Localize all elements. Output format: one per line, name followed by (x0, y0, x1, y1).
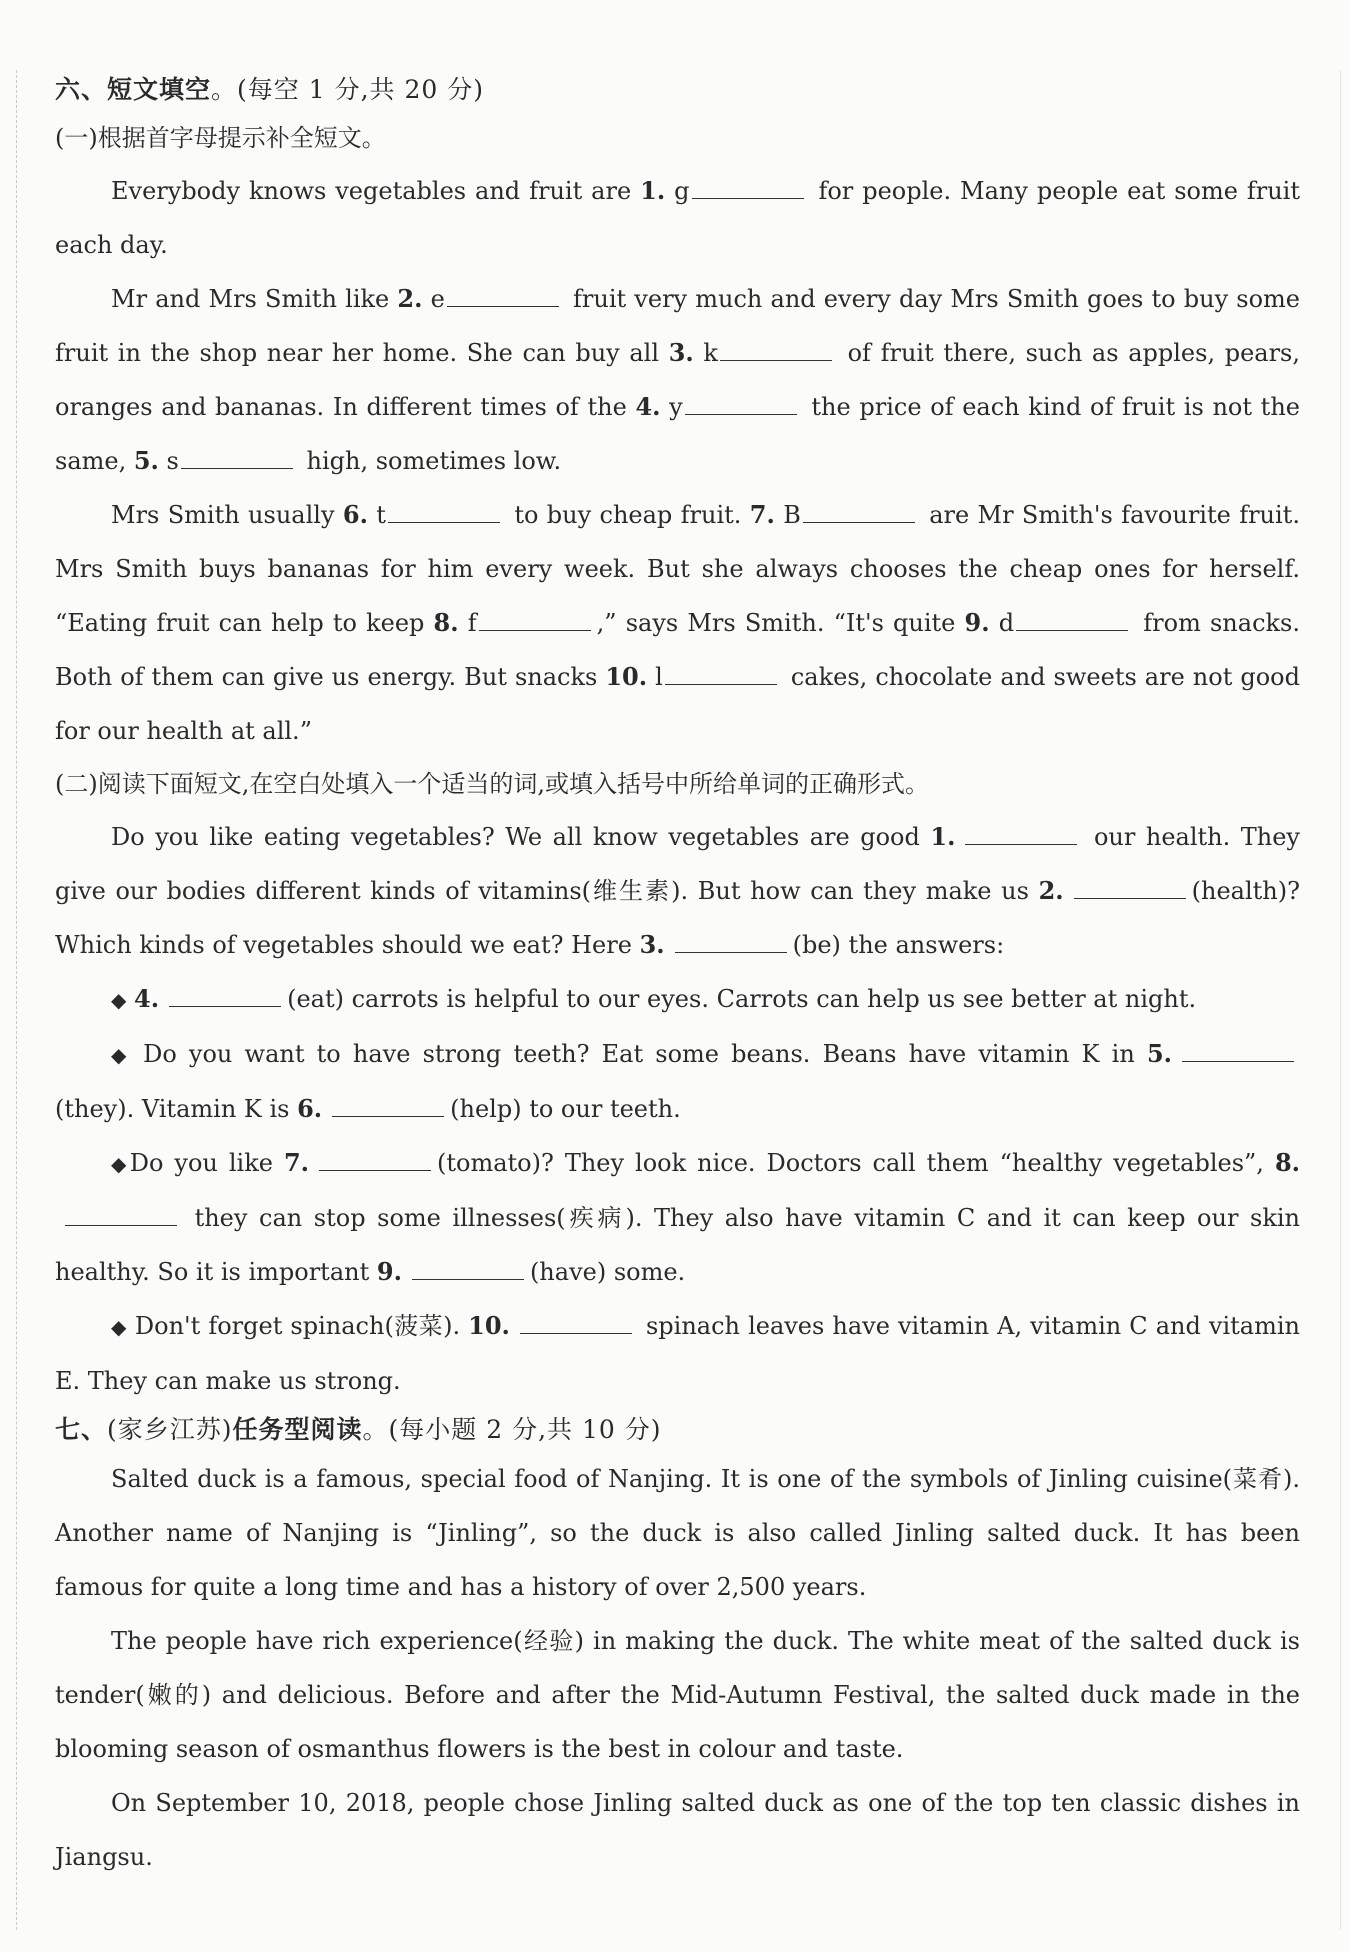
text: (have) some. (529, 1258, 686, 1286)
text: spinach leaves have vitamin A, vitamin C and vitamin E. They can make us strong. (55, 1312, 1300, 1395)
initial-letter: l (655, 663, 663, 691)
answer-blank-4[interactable] (685, 392, 797, 415)
section-7-paragraph-1: Salted duck is a famous, special food of Nanjing. It is one of the symbols of Jinling cuisine(菜肴). Another name of Nanjing is “Jinling”, so the duck is also called Jinling salted duck. It has been famous for quite a long time and has a history of over 2,500 years. (55, 1465, 1300, 1601)
text: (tomato)? They look nice. Doctors call them “healthy vegetables”, (437, 1149, 1264, 1177)
initial-letter: f (467, 609, 477, 637)
blank-number: 8. (433, 608, 459, 637)
answer-blank-3[interactable] (720, 338, 832, 361)
blank-number: 9. (376, 1257, 402, 1286)
blank-number: 1. (640, 176, 666, 205)
blank-number: 3. (639, 930, 665, 959)
answer-blank-5[interactable] (181, 446, 293, 469)
blank-number: 1. (930, 822, 956, 851)
blank-number: 10. (605, 662, 648, 691)
blank-number: 8. (1274, 1148, 1300, 1177)
answer-blank-1[interactable] (692, 176, 804, 199)
answer-blank-b10[interactable] (520, 1311, 632, 1334)
part-b-paragraph-1 (55, 810, 1300, 972)
part-a-paragraph-2 (55, 272, 1300, 488)
blank-number: 2. (397, 284, 423, 313)
section-6-score: 。(每空 1 分,共 20 分) (211, 75, 484, 104)
blank-number: 5. (1146, 1039, 1172, 1068)
initial-letter: y (669, 393, 683, 421)
section-6-title (55, 68, 1300, 112)
blank-number: 7. (283, 1148, 309, 1177)
section-7-paragraph-3: On September 10, 2018, people chose Jinling salted duck as one of the top ten classic dishes in Jiangsu. (55, 1789, 1300, 1871)
text: to buy cheap fruit. (514, 501, 750, 529)
section-7-title-text: 任务型阅读 (232, 1415, 363, 1444)
diamond-bullet-icon: ◆ (111, 1315, 127, 1339)
answer-blank-b3[interactable] (675, 930, 787, 953)
answer-blank-b8[interactable] (65, 1203, 177, 1226)
part-b-heading: (二)阅读下面短文,在空白处填入一个适当的词,或填入括号中所给单词的正确形式。 (55, 770, 929, 798)
bullet-item-tomatoes (55, 1136, 1300, 1299)
answer-blank-b9[interactable] (412, 1257, 524, 1280)
section-7-title (55, 1408, 1300, 1452)
diamond-bullet-icon: ◆ (111, 1043, 131, 1067)
page-edge-line (1340, 70, 1342, 1930)
blank-number: 6. (342, 500, 368, 529)
answer-blank-9[interactable] (1016, 608, 1128, 631)
answer-blank-2[interactable] (447, 284, 559, 307)
bullet-item-spinach (55, 1299, 1300, 1408)
blank-number: 3. (668, 338, 694, 367)
blank-number: 5. (133, 446, 159, 475)
binding-margin-line (16, 70, 18, 1930)
text: (health)? Which kinds of vegetables should we eat? Here (55, 877, 1300, 959)
answer-blank-b7[interactable] (319, 1148, 431, 1171)
text: fruit very much and every day Mrs Smith goes to buy some fruit in the shop near her home. She can buy all (55, 285, 1301, 367)
text: ,” says Mrs Smith. “It's quite (596, 609, 965, 637)
text: Mr and Mrs Smith like (111, 285, 398, 313)
bullet-item-beans (55, 1027, 1300, 1136)
section-6-title-text: 六、短文填空 (55, 75, 212, 104)
text: Don't forget spinach(菠菜). (134, 1312, 469, 1340)
text: from snacks. Both of them can give us energy. But snacks (55, 609, 1300, 691)
initial-letter: g (674, 177, 690, 205)
text: for people. Many people eat some fruit each day. (55, 177, 1301, 259)
answer-blank-b2[interactable] (1074, 876, 1186, 899)
text: Everybody knows vegetables and fruit are (111, 177, 641, 205)
section-7-paragraph-2: The people have rich experience(经验) in making the duck. The white meat of the salted duck is tender(嫩的) and delicious. Before and after the Mid-Autumn Festival, the salted duck made in the blooming season of osmanthus flowers is the best in colour and taste. (55, 1627, 1300, 1763)
initial-letter: t (376, 501, 386, 529)
text: the price of each kind of fruit is not the same, (55, 393, 1300, 475)
bullet-item-carrots (55, 972, 1300, 1027)
answer-blank-b4[interactable] (169, 984, 281, 1007)
blank-number: 7. (749, 500, 775, 529)
blank-number: 4. (635, 392, 661, 421)
text: are Mr Smith's favourite fruit. Mrs Smith buys bananas for him every week. But she always chooses the cheap ones for herself. “Eating fruit can help to keep (55, 501, 1300, 637)
blank-number: 10. (468, 1311, 510, 1340)
initial-letter: d (998, 609, 1015, 637)
text: (be) the answers: (792, 931, 1005, 959)
text: (eat) carrots is helpful to our eyes. Carrots can help us see better at night. (287, 985, 1197, 1013)
text: Do you like (129, 1149, 284, 1177)
part-a-paragraph-3 (55, 488, 1300, 758)
initial-letter: B (783, 501, 801, 529)
initial-letter: s (166, 447, 179, 475)
part-a-heading: (一)根据首字母提示补全短文。 (55, 124, 386, 152)
answer-blank-b5[interactable] (1182, 1039, 1294, 1062)
answer-blank-8[interactable] (479, 608, 591, 631)
answer-blank-7[interactable] (803, 500, 915, 523)
blank-number: 4. (134, 984, 160, 1013)
section-7-score: 。(每小题 2 分,共 10 分) (362, 1415, 662, 1444)
answer-blank-b1[interactable] (965, 822, 1077, 845)
text: (help) to our teeth. (450, 1095, 681, 1123)
section-7-tag: (家乡江苏) (107, 1415, 233, 1444)
text: they can stop some illnesses(疾病). They also have vitamin C and it can keep our skin healthy. So it is important (55, 1204, 1300, 1286)
exam-page (55, 68, 1300, 1884)
text: cakes, chocolate and sweets are not good for our health at all.” (55, 663, 1300, 745)
answer-blank-b6[interactable] (332, 1094, 444, 1117)
part-a-paragraph-1 (55, 164, 1300, 272)
blank-number: 2. (1038, 876, 1064, 905)
diamond-bullet-icon: ◆ (111, 1152, 130, 1176)
text: of fruit there, such as apples, pears, oranges and bananas. In different times of the (55, 339, 1301, 421)
initial-letter: e (430, 285, 445, 313)
text: high, sometimes low. (306, 447, 562, 475)
text: Mrs Smith usually (111, 501, 343, 529)
diamond-bullet-icon: ◆ (111, 988, 127, 1012)
answer-blank-6[interactable] (388, 500, 500, 523)
text: Do you want to have strong teeth? Eat some beans. Beans have vitamin K in (143, 1040, 1147, 1068)
text: our health. They give our bodies different kinds of vitamins(维生素). But how can they make us (55, 823, 1300, 905)
text: (they). Vitamin K is (55, 1095, 298, 1123)
answer-blank-10[interactable] (665, 662, 777, 685)
initial-letter: k (703, 339, 718, 367)
blank-number: 9. (964, 608, 990, 637)
section-7-prefix: 七、 (55, 1415, 108, 1444)
blank-number: 6. (297, 1094, 323, 1123)
text: Do you like eating vegetables? We all know vegetables are good (111, 823, 931, 851)
